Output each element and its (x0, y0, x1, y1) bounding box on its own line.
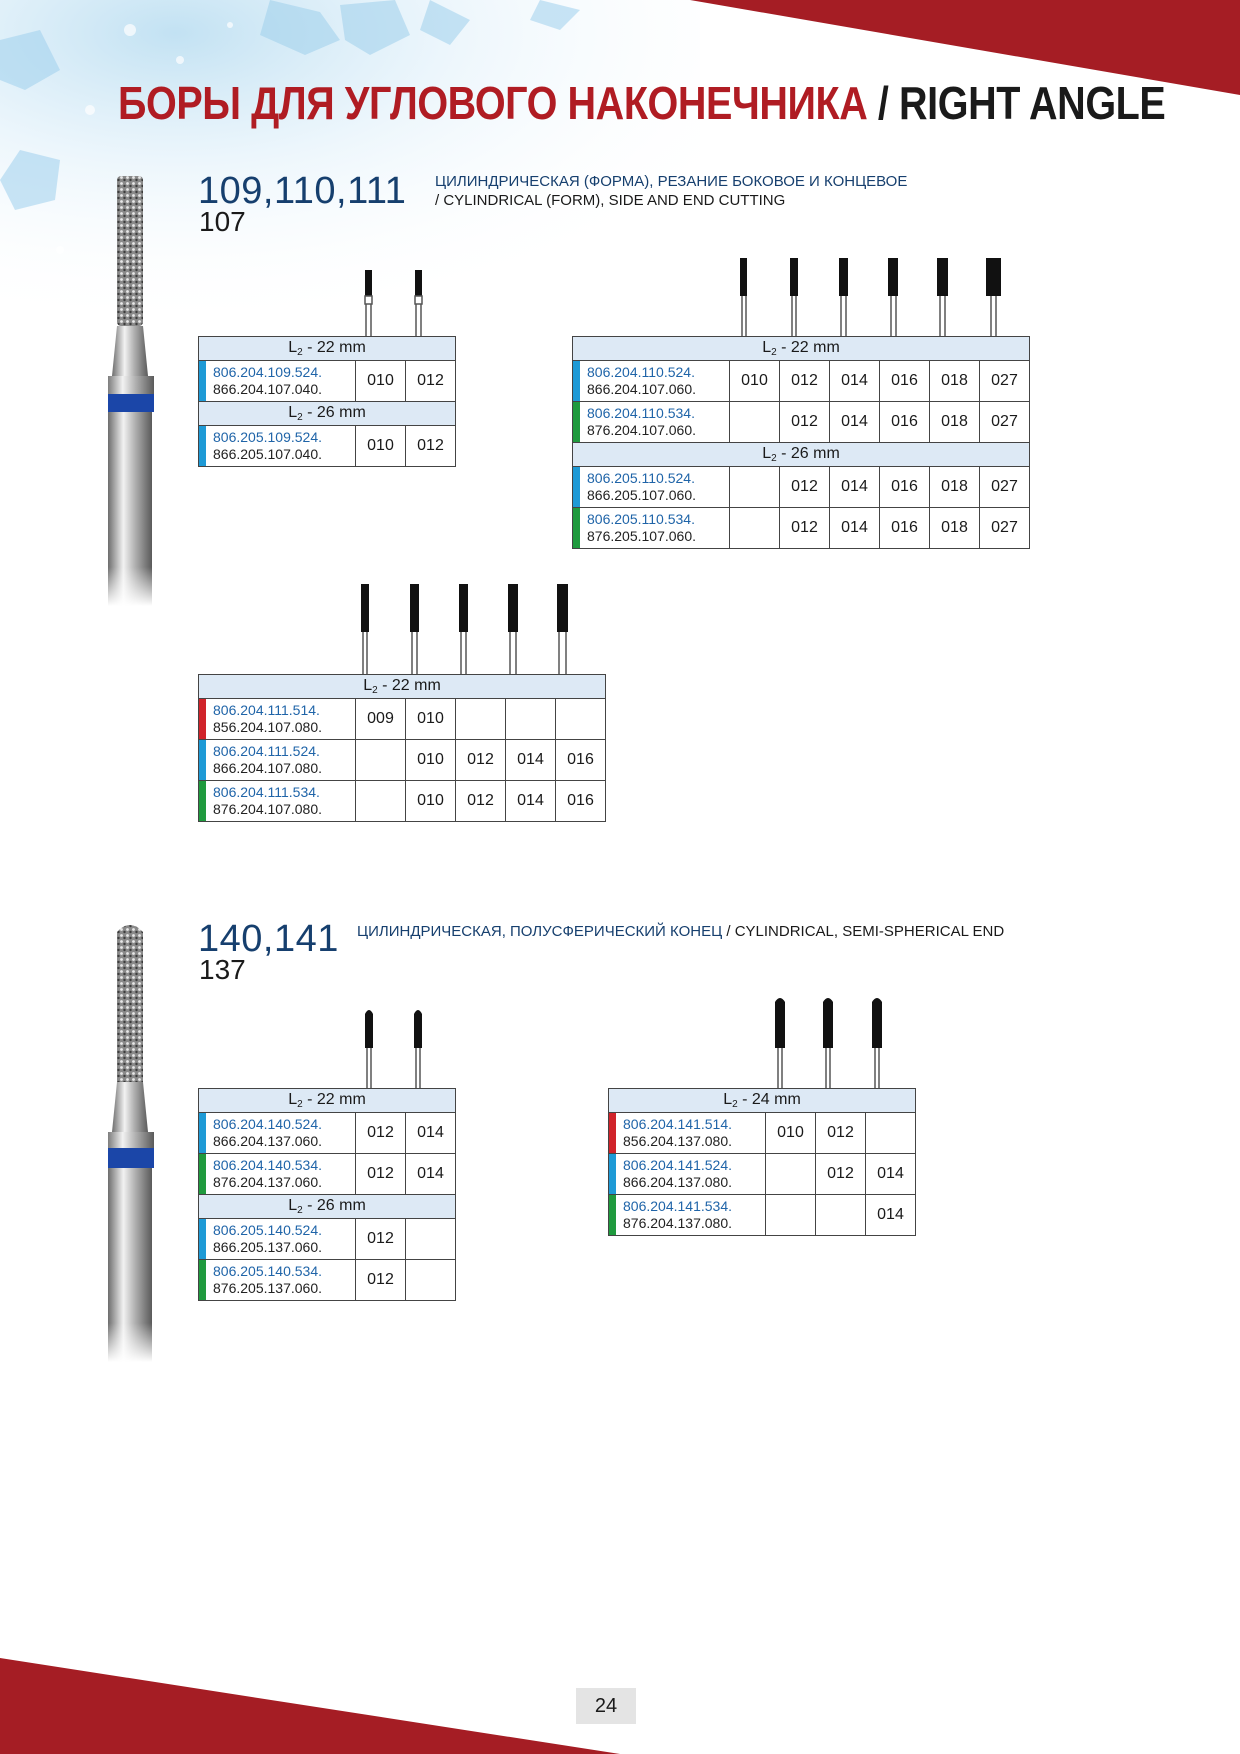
table-header-l2: $L_2 - 22$ mm (199, 1089, 456, 1113)
color-stripe-green (199, 781, 206, 821)
size-cell: 027 (980, 361, 1030, 402)
size-cell (406, 1260, 456, 1301)
size-cell: 012 (456, 740, 506, 781)
section1-subcode: 107 (199, 206, 246, 237)
table-header-l2: $L_2 - 26$ mm (573, 443, 1030, 467)
table-141 (608, 1088, 916, 1236)
color-stripe-blue (573, 361, 580, 401)
color-stripe-blue (199, 361, 206, 401)
size-cell: 014 (506, 781, 556, 822)
order-code-cell: 806.204.141.524. 866.204.137.080. (609, 1154, 766, 1195)
size-cell: 014 (406, 1154, 456, 1195)
size-cell (730, 508, 780, 549)
size-cell: 012 (356, 1260, 406, 1301)
size-cell (766, 1195, 816, 1236)
table-header-l2: $L_2 - 22$ mm (199, 675, 606, 699)
order-code-cell: 806.204.140.534. 876.204.137.060. (199, 1154, 356, 1195)
order-code-cell: 806.204.141.514. 856.204.137.080. (609, 1113, 766, 1154)
size-cell: 027 (980, 467, 1030, 508)
bur-silhouettes-110 (730, 258, 1010, 336)
table-row (199, 1260, 456, 1301)
size-cell: 016 (880, 467, 930, 508)
bur-silhouettes-141 (770, 996, 890, 1088)
title-ru: БОРЫ ДЛЯ УГЛОВОГО НАКОНЕЧНИКА (118, 77, 868, 129)
section1-description (435, 172, 907, 210)
table-row (199, 699, 606, 740)
section2-desc-en: / CYLINDRICAL, SEMI-SPHERICAL END (722, 923, 1005, 940)
size-cell: 016 (880, 402, 930, 443)
size-cell (356, 781, 406, 822)
size-cell: 010 (406, 781, 456, 822)
size-cell: 014 (506, 740, 556, 781)
table-header-l2: $L_2 - 24$ mm (609, 1089, 916, 1113)
title-en: RIGHT ANGLE (899, 77, 1166, 129)
size-cell (406, 1219, 456, 1260)
size-cell (866, 1113, 916, 1154)
section2-subcode: 137 (199, 954, 246, 985)
title-separator: / (867, 77, 900, 129)
size-cell: 010 (356, 361, 406, 402)
color-stripe-red (609, 1113, 616, 1153)
table-140 (198, 1088, 456, 1301)
size-cell: 014 (830, 402, 880, 443)
order-code-cell: 806.204.110.524. 866.204.107.060. (573, 361, 730, 402)
size-cell: 027 (980, 508, 1030, 549)
color-stripe-blue (199, 426, 206, 466)
table-header-l2: $L_2 - 22$ mm (199, 337, 456, 361)
order-code-cell: 806.205.140.534. 876.205.137.060. (199, 1260, 356, 1301)
size-cell: 014 (830, 508, 880, 549)
size-cell (766, 1154, 816, 1195)
size-cell: 018 (930, 508, 980, 549)
size-cell (556, 699, 606, 740)
table-row (609, 1113, 916, 1154)
size-cell: 016 (556, 740, 606, 781)
size-cell: 027 (980, 402, 1030, 443)
size-cell: 010 (730, 361, 780, 402)
size-cell: 018 (930, 361, 980, 402)
size-cell: 010 (766, 1113, 816, 1154)
table-row (199, 781, 606, 822)
color-stripe-green (199, 1154, 206, 1194)
order-code-cell: 806.204.141.534. 876.204.137.080. (609, 1195, 766, 1236)
table-row (199, 740, 606, 781)
size-cell: 012 (780, 361, 830, 402)
size-cell: 014 (830, 361, 880, 402)
color-stripe-green (573, 402, 580, 442)
table-row (199, 1154, 456, 1195)
page-number: 24 (576, 1688, 636, 1724)
section2-codes: 140,141 (198, 918, 339, 960)
size-cell (730, 467, 780, 508)
order-code-cell: 806.204.111.524. 866.204.107.080. (199, 740, 356, 781)
bur-photo-cylindrical (108, 176, 168, 606)
order-code-cell: 806.204.109.524. 866.204.107.040. (199, 361, 356, 402)
table-row (573, 467, 1030, 508)
size-cell: 012 (356, 1154, 406, 1195)
order-code-cell: 806.204.111.534. 876.204.107.080. (199, 781, 356, 822)
color-stripe-blue (573, 467, 580, 507)
size-cell (506, 699, 556, 740)
size-cell: 012 (356, 1219, 406, 1260)
size-cell (356, 740, 406, 781)
table-row (199, 361, 456, 402)
color-stripe-green (573, 508, 580, 548)
order-code-cell: 806.205.110.534. 876.205.107.060. (573, 508, 730, 549)
color-stripe-green (199, 1260, 206, 1300)
section1-codes: 109,110,111 (198, 170, 407, 212)
size-cell: 014 (866, 1195, 916, 1236)
table-109 (198, 336, 456, 467)
size-cell: 012 (406, 426, 456, 467)
size-cell: 010 (406, 740, 456, 781)
table-110 (572, 336, 1030, 549)
table-row (199, 1113, 456, 1154)
table-row (573, 361, 1030, 402)
table-row (199, 426, 456, 467)
size-cell: 016 (556, 781, 606, 822)
table-header-l2: $L_2 - 26$ mm (199, 1195, 456, 1219)
color-stripe-blue (199, 740, 206, 780)
size-cell: 016 (880, 361, 930, 402)
bur-photo-semi-spherical (108, 922, 168, 1362)
order-code-cell: 806.204.140.524. 866.204.137.060. (199, 1113, 356, 1154)
order-code-cell: 806.204.110.534. 876.204.107.060. (573, 402, 730, 443)
table-row (609, 1154, 916, 1195)
size-cell: 012 (780, 402, 830, 443)
size-cell: 012 (816, 1154, 866, 1195)
table-111 (198, 674, 606, 822)
size-cell: 012 (406, 361, 456, 402)
bur-silhouettes-109 (355, 270, 435, 336)
table-row (573, 402, 1030, 443)
size-cell: 012 (780, 467, 830, 508)
size-cell (730, 402, 780, 443)
size-cell: 018 (930, 467, 980, 508)
size-cell: 010 (356, 426, 406, 467)
table-row (199, 1219, 456, 1260)
order-code-cell: 806.205.140.524. 866.205.137.060. (199, 1219, 356, 1260)
section2-description (357, 922, 1004, 941)
order-code-cell: 806.204.111.514. 856.204.107.080. (199, 699, 356, 740)
table-row (609, 1195, 916, 1236)
bur-silhouettes-111 (355, 584, 585, 674)
color-stripe-green (609, 1195, 616, 1235)
size-cell: 016 (880, 508, 930, 549)
size-cell: 014 (830, 467, 880, 508)
section2-desc-ru: ЦИЛИНДРИЧЕСКАЯ, ПОЛУСФЕРИЧЕСКИЙ КОНЕЦ (357, 923, 723, 940)
size-cell: 018 (930, 402, 980, 443)
section1-desc-ru: ЦИЛИНДРИЧЕСКАЯ (ФОРМА), РЕЗАНИЕ БОКОВОЕ И КОНЦЕВОЕ (435, 173, 908, 190)
table-header-l2: $L_2 - 22$ mm (573, 337, 1030, 361)
size-cell: 014 (406, 1113, 456, 1154)
color-stripe-red (199, 699, 206, 739)
table-row (573, 508, 1030, 549)
size-cell (816, 1195, 866, 1236)
color-stripe-blue (609, 1154, 616, 1194)
bur-silhouettes-140 (355, 1008, 435, 1088)
order-code-cell: 806.205.110.524. 866.205.107.060. (573, 467, 730, 508)
size-cell: 009 (356, 699, 406, 740)
order-code-cell: 806.205.109.524. 866.205.107.040. (199, 426, 356, 467)
table-header-l2: $L_2 - 26$ mm (199, 402, 456, 426)
page-title (118, 76, 1165, 130)
color-stripe-blue (199, 1113, 206, 1153)
size-cell: 014 (866, 1154, 916, 1195)
size-cell: 012 (356, 1113, 406, 1154)
size-cell: 012 (780, 508, 830, 549)
section1-desc-en: / CYLINDRICAL (FORM), SIDE AND END CUTTING (435, 192, 786, 209)
size-cell (456, 699, 506, 740)
size-cell: 010 (406, 699, 456, 740)
size-cell: 012 (456, 781, 506, 822)
size-cell: 012 (816, 1113, 866, 1154)
color-stripe-blue (199, 1219, 206, 1259)
